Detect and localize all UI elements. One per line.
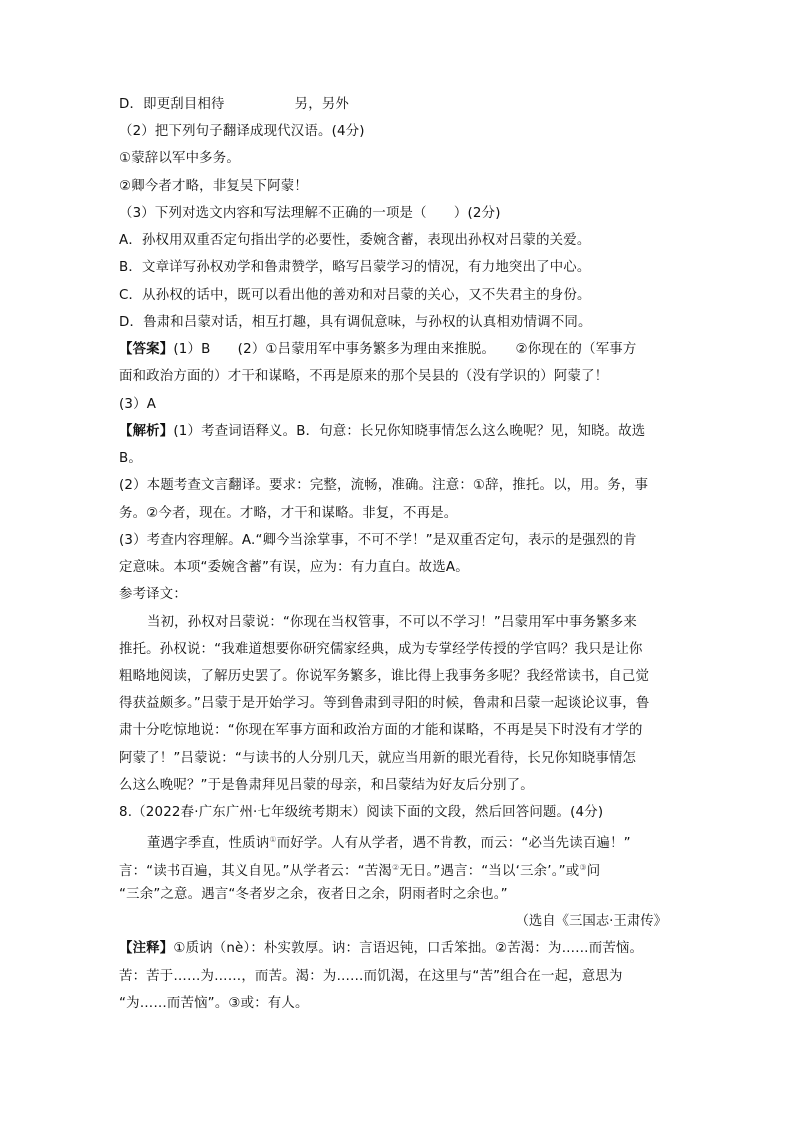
footnote-marker: ② [391,863,400,872]
analysis-line-6: 定意味。本项“委婉含蓄”有误，应为：有力直白。故选A。 [119,560,469,575]
choice-b: B．文章详写孙权劝学和鲁肃赞学，略写吕蒙学习的情况，有力地突出了中心。 [119,260,591,275]
translation-line-3: 粗略地阅读，了解历史罢了。你说军务繁多，谁比得上我事务多呢？我经常读书，自己觉 [119,669,650,684]
question-8-header: 8.（2022春·广东广州·七年级统考期末）阅读下面的文段，然后回答问题。(4分) [119,805,604,820]
passage-text: 董遇字季直，性质讷 [147,836,270,851]
analysis-line-1 [119,423,645,441]
passage-text: 无日。”遇言：“当以‘三余’。”或 [399,864,580,879]
footnote-marker: ① [269,835,277,844]
passage-line-3: “三余”之意。遇言“冬者岁之余，夜者日之余，阴雨者时之余也。” [119,887,508,902]
passage-line-2 [119,859,600,881]
analysis-label: 【解析】 [119,424,174,439]
translation-line-7: 么这么晚呢？”于是鲁肃拜见吕蒙的母亲，和吕蒙结为好友后分别了。 [119,778,534,793]
answer-text-1: (1）B (2）①吕蒙用军中事务繁多为理由来推脱。 ②你现在的（军事方 [173,342,637,357]
footnote-marker: ③ [579,863,587,872]
translation-line-2: 推托。孙权说：“我难道想要你研究儒家经典，成为专掌经学传授的学官吗？我只是让你 [119,642,643,657]
notes-text-1: ①质讷（nè）：朴实敦厚。讷：言语迟钝，口舌笨拙。②苦渴：为……而苦恼。 [173,941,644,956]
question-3-prompt: （3）下列对选文内容和写法理解不正确的一项是（ ）(2分) [119,206,501,221]
translation-line-5: 肃十分吃惊地说：“你现在军事方面和政治方面的才能和谋略，不再是吴下时没有才学的 [119,723,643,738]
translate-sentence-1: ①蒙辞以军中多务。 [119,151,240,166]
translation-line-4: 得获益颇多。”吕蒙于是开始学习。等到鲁肃到寻阳的时候，鲁肃和吕蒙一起谈论议事，鲁 [119,696,650,711]
option-d-meaning: 另，另外 [294,97,350,112]
passage-text: 言：“读书百遍，其义自见。”从学者云：“苦渴 [119,864,392,879]
reference-translation-label: 参考译文： [119,587,187,602]
analysis-line-3: (2）本题考查文言翻译。要求：完整，流畅，准确。注意：①辞，推托。以，用。务，事 [119,478,649,493]
notes-line-2: 苦：苦于……为……，而苦。渴：为……而饥渴，在这里与“苦”组合在一起，意思为 [119,969,623,984]
translation-line-6: 阿蒙了！”吕蒙说：“与读书的人分别几天，就应当用新的眼光看待，长兄你知晓事情怎 [119,751,637,766]
analysis-line-2: B。 [119,451,142,466]
passage-text: 而好学。人有从学者，遇不肯教，而云：“必当先读百遍！” [276,836,631,851]
choice-c: C．从孙权的话中，既可以看出他的善劝和对吕蒙的关心，又不失君主的身份。 [119,288,591,303]
question-2-prompt: （2）把下列句子翻译成现代汉语。(4分) [119,124,365,139]
answer-label: 【答案】 [119,342,174,357]
translate-sentence-2: ②卿今者才略，非复吴下阿蒙！ [119,179,308,194]
analysis-line-4: 务。②今者，现在。才略，才干和谋略。非复，不再是。 [119,506,458,521]
choice-a: A．孙权用双重否定句指出学的必要性，委婉含蓄，表现出孙权对吕蒙的关爱。 [119,233,591,248]
passage-source: （选自《三国志·王肃传》 [515,914,667,929]
notes-line-3: “为……而苦恼”。③或：有人。 [119,996,309,1011]
answer-line-3: (3）A [119,397,157,412]
answer-line-2: 面和政治方面的）才干和谋略，不再是原来的那个吴县的（没有学识的）阿蒙了！ [119,369,609,384]
analysis-text-1: (1）考查词语释义。B．句意：长兄你知晓事情怎么这么晚呢？见，知晓。故选 [173,424,646,439]
option-d-text: D．即更刮目相待 [119,97,225,112]
translation-line-1: 当初，孙权对吕蒙说：“你现在当权管事，不可以不学习！”吕蒙用军中事务繁多来 [147,615,637,630]
choice-d: D．鲁肃和吕蒙对话，相互打趣，具有调侃意味，与孙权的认真相劝情调不同。 [119,315,592,330]
passage-line-1 [147,831,631,853]
answer-line-1 [119,341,636,359]
passage-text: 问 [586,864,601,879]
option-d-line [119,96,349,114]
notes-label: 【注释】 [119,941,174,956]
analysis-line-5: (3）考查内容理解。A.“卿今当涂掌事，不可不学！”是双重否定句，表示的是强烈的肯 [119,533,637,548]
notes-line-1 [119,940,643,958]
